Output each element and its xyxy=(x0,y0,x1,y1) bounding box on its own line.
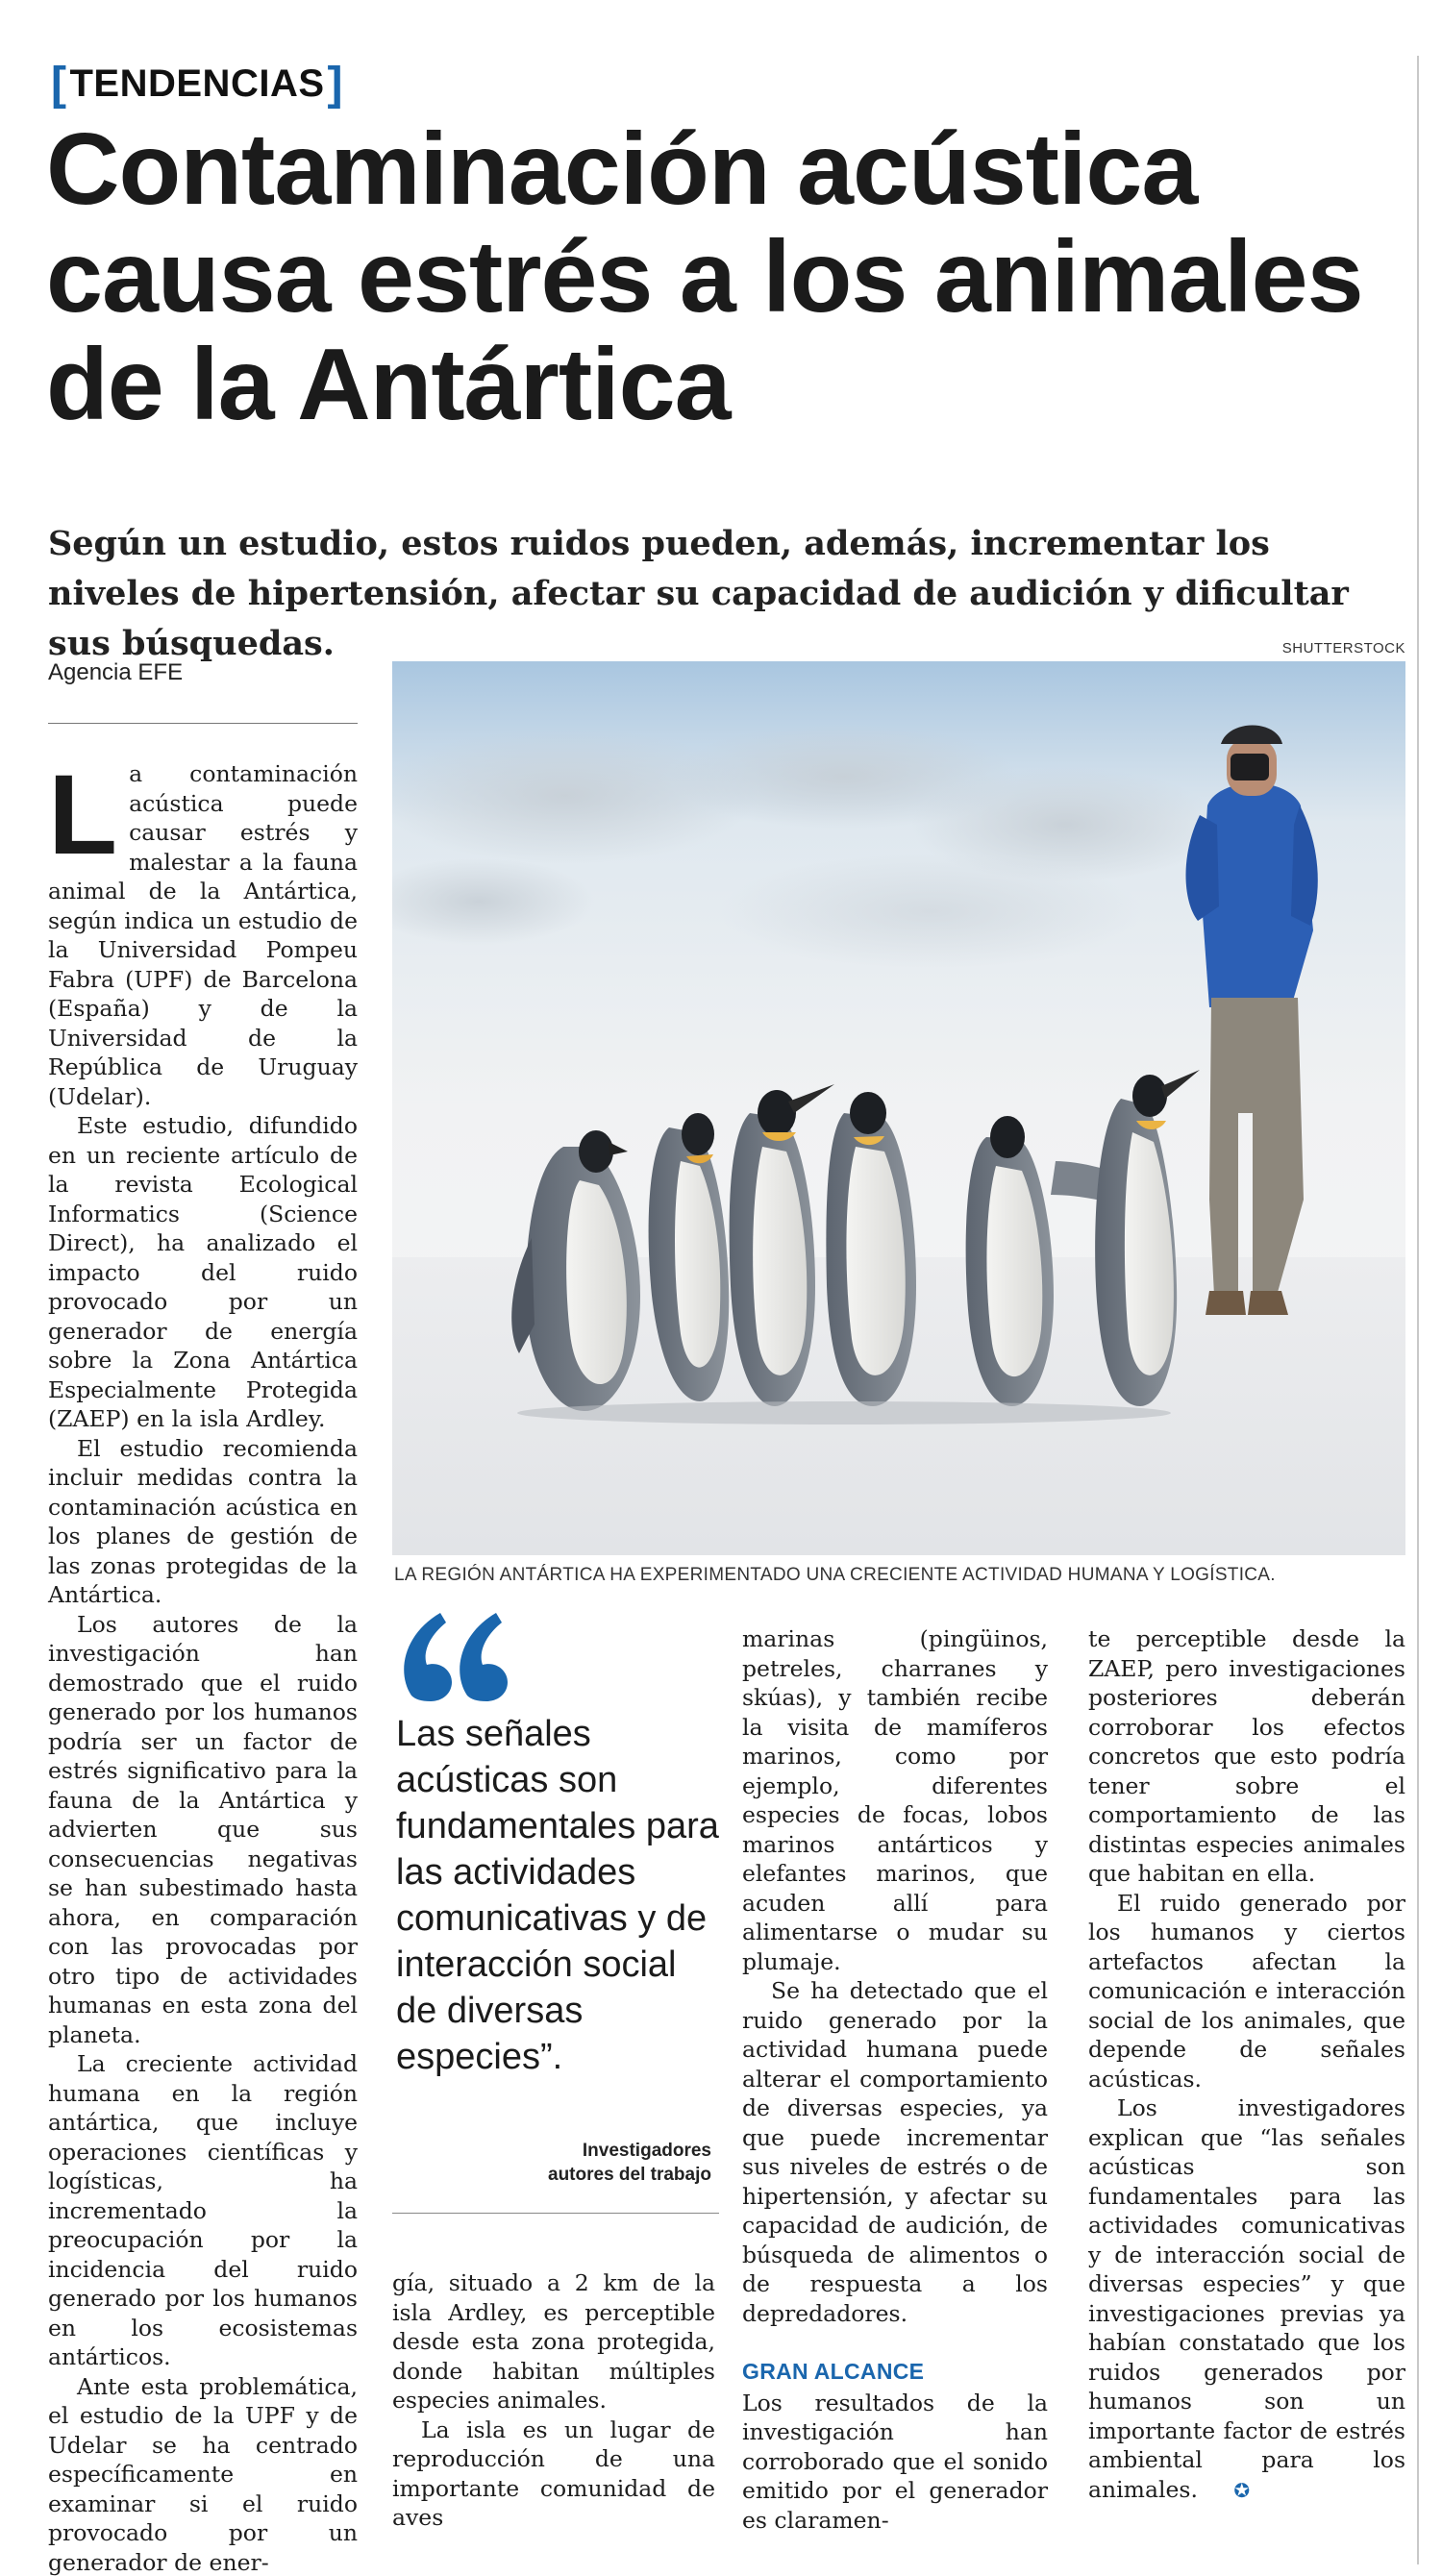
paragraph: gía, situado a 2 km de la isla Ardley, es perceptible desde esta zona protegida, donde habitan múltiples especies animales. xyxy=(392,2269,715,2414)
pull-quote-author-line2: autores del trabajo xyxy=(548,2165,711,2185)
paragraph: La creciente actividad humana en la región antártica, que incluye operaciones científicas y logísticas, ha incrementado la preocupación por la incidencia del ruido generado por los humanos en los ecosistemas antárticos. xyxy=(48,2050,358,2370)
photo-credit: SHUTTERSTOCK xyxy=(1281,640,1405,656)
section-bracket-right: ] xyxy=(327,58,343,110)
article-column-4 xyxy=(1088,1624,1405,2505)
paragraph xyxy=(1088,2093,1405,2505)
paragraph: El estudio recomienda incluir medidas contra la contaminación acústica en los planes de gestión de las zonas protegidas de la Antártica. xyxy=(48,1434,358,1608)
paragraph: El ruido generado por los humanos y ciertos artefactos afectan la comunicación e interacción social de los animales, que depende de señales acústicas. xyxy=(1088,1889,1405,2093)
article-column-3 xyxy=(742,1624,1048,2535)
penguins-photo xyxy=(392,661,1405,1555)
pull-quote-text: Las señales acústicas son fundamentales para las actividades comunicativas y de interacción social de diversas especies”. xyxy=(396,1714,719,2077)
quote-mark-icon xyxy=(398,1605,513,1701)
paragraph: La isla es un lugar de reproducción de una importante comunidad de aves xyxy=(392,2415,715,2531)
paragraph: Se ha detectado que el ruido generado por la actividad humana puede alterar el comportamiento de diversas especies, ya que puede incrementar sus niveles de estrés o de hipertensión, y afectar su capacidad de audición, de búsqueda de alimentos o de respuesta a los depredadores. xyxy=(742,1977,1048,2327)
paragraph: Ante esta problemática, el estudio de la UPF y de Udelar se ha centrado específicamente en examinar si el ruido provocado por un generador de ener- xyxy=(48,2372,358,2576)
paragraph-text: Los investigadores explican que “las señales acústicas son fundamentales para las actividades comunicativas y de interacción social de diversas especies” y que investigaciones previas ya habían constatado que los ruidos generados por humanos son un importante factor de estrés ambiental para los animales. xyxy=(1088,2094,1405,2503)
pull-quote-rule xyxy=(392,2213,719,2214)
section-label: TENDENCIAS xyxy=(69,62,325,105)
photo-caption: LA REGIÓN ANTÁRTICA HA EXPERIMENTADO UNA CRECIENTE ACTIVIDAD HUMANA Y LOGÍSTICA. xyxy=(394,1565,1276,1585)
paragraph: te perceptible desde la ZAEP, pero investigaciones posteriores deberán corroborar los efectos concretos que esto podría tener sobre el comportamiento de las distintas especies animales que habitan en ella. xyxy=(1088,1625,1405,1887)
pull-quote xyxy=(392,1605,719,2240)
end-of-article-icon: ✪ xyxy=(1233,2478,1251,2502)
page-margin-rule xyxy=(1417,56,1419,2564)
pull-quote-author-line1: Investigadores xyxy=(582,2141,711,2161)
article-column-1 xyxy=(48,752,358,2576)
byline-rule xyxy=(48,723,358,724)
article-column-2 xyxy=(392,2268,715,2533)
byline: Agencia EFE xyxy=(48,659,184,685)
paragraph: a contaminación acústica puede causar estrés y malestar a la fauna animal de la Antártica, según indica un estudio de la Universidad Pompeu Fabra (UPF) de Barcelona (España) y de la Universidad de la República de Uruguay (Udelar). xyxy=(48,760,358,1110)
section-tag xyxy=(48,54,346,113)
paragraph: marinas (pingüinos, petreles, charranes y skúas), y también recibe la visita de mamíferos marinos, como por ejemplo, diferentes especies de focas, lobos marinos antárticos y elefantes marinos, que acuden allí para alimentarse o mudar su plumaje. xyxy=(742,1625,1048,1975)
headline: Contaminación acústica causa estrés a los animales de la Antártica xyxy=(46,112,1363,441)
subheading: GRAN ALCANCE xyxy=(742,2359,925,2384)
pull-quote-author xyxy=(548,2139,711,2187)
deck-subtitle: Según un estudio, estos ruidos pueden, además, incrementar los niveles de hipertensión, afectar su capacidad de audición y dificultar sus búsquedas. xyxy=(48,524,1349,663)
paragraph: Este estudio, difundido en un reciente artículo de la revista Ecological Informatics (Science Direct), ha analizado el impacto del ruido provocado por un generador de energía sobre la Zona Antártica Especialmente Protegida (ZAEP) en la isla Ardley. xyxy=(48,1112,358,1432)
section-bracket-left: [ xyxy=(51,58,67,110)
drop-cap: L xyxy=(48,752,118,879)
paragraph: Los resultados de la investigación han corroborado que el sonido emitido por el generador es claramen- xyxy=(742,2389,1048,2534)
paragraph: Los autores de la investigación han demostrado que el ruido generado por los humanos podría ser un factor de estrés significativo para la fauna de la Antártica y advierten que sus consecuencias negativas se han subestimado hasta ahora, en comparación con las provocadas por otro tipo de actividades humanas en esta zona del planeta. xyxy=(48,1610,358,2048)
